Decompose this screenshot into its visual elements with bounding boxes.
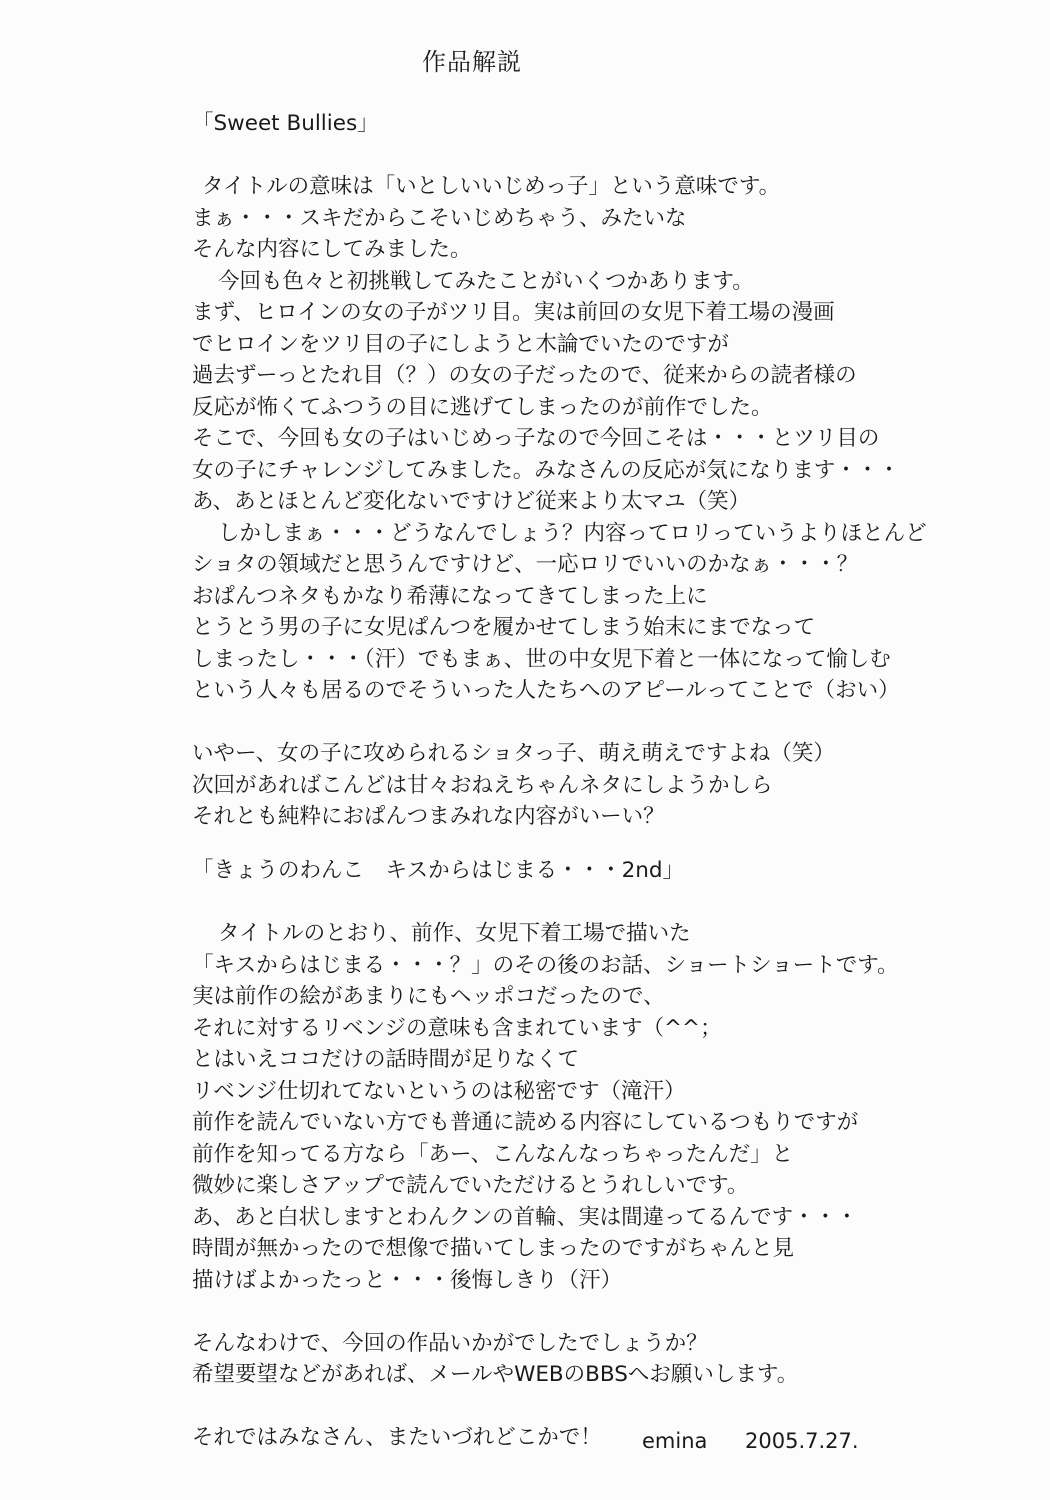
text-line: とうとう男の子に女児ぱんつを履かせてしまう始末にまでなって [192,615,816,640]
text-line: まず、ヒロインの女の子がツリ目。実は前回の女児下着工場の漫画 [192,300,835,325]
signature-date: 2005.7.27. [745,1429,859,1453]
text-line: でヒロインをツリ目の子にしようと木論でいたのですが [192,331,729,357]
text-line: そこで、今回も女の子はいじめっ子なので今回こそは・・・とツリ目の [192,426,880,451]
text-line: 次回があればこんどは甘々おねえちゃんネタにしようかしら [192,772,773,798]
text-line: 微妙に楽しさアップで読んでいただけるとうれしいです。 [192,1173,749,1198]
text-line: 女の子にチャレンジしてみました。みなさんの反応が気になります・・・ [192,457,900,483]
text-line: それとも純粋におぱんつまみれな内容がいーい？ [192,804,665,829]
text-line: 「キスからはじまる・・・？」のその後のお話、ショートショートです。 [192,952,899,978]
text-line: 前作を読んでいない方でも普通に読める内容にしているつもりですが [192,1110,859,1135]
text-line: おぱんつネタもかなり希薄になってきてしまった上に [192,583,708,609]
page-title: 作品解説 [422,48,522,76]
text-line: それに対するリベンジの意味も含まれています（^^； [192,1015,722,1041]
text-line: 時間が無かったので想像で描いてしまったのですがちゃんと見 [192,1236,795,1261]
text-line: 希望要望などがあれば、メールやWEBのBBSへお願いします。 [192,1362,799,1387]
text-line: リベンジ仕切れてないというのは秘密です（滝汗） [192,1078,686,1104]
section-heading: 「きょうのわんこ キスからはじまる・・・2nd」 [192,858,685,883]
text-line: まぁ・・・スキだからこそいじめちゃう、みたいな [192,205,687,231]
section-sweet-bullies [192,108,927,833]
text-line: 反応が怖くてふつうの目に逃げてしまったのが前作でした。 [192,394,773,420]
text-line: しまったし・・・（汗）でもまぁ、世の中女児下着と一体になって愉しむ [192,646,891,672]
section-kyou-no-wanko [192,855,899,1454]
text-line: という人々も居るのでそういった人たちへのアピールってことで（おい） [192,678,900,703]
text-line: ショタの領域だと思うんですけど、一応ロリでいいのかなぁ・・・？ [192,552,859,577]
text-line: あ、あと白状しますとわんクンの首輪、実は間違ってるんです・・・ [192,1204,858,1230]
text-line: タイトルのとおり、前作、女児下着工場で描いた [218,921,691,946]
text-line: それではみなさん、またいづれどこかで！ [192,1425,602,1450]
text-line: そんな内容にしてみました。 [192,237,472,262]
text-line: 実は前作の絵があまりにもヘッポコだったので、 [192,984,665,1009]
text-line: 前作を知ってる方なら「あー、こんなんなっちゃったんだ」と [192,1141,794,1167]
text-line: いやー、女の子に攻められるショタっ子、萌え萌えですよね（笑） [192,741,835,766]
text-line: とはいえココだけの話時間が足りなくて [192,1047,580,1072]
section-heading: 「Sweet Bullies」 [192,111,379,136]
text-line: 過去ずーっとたれ目（？）の女の子だったので、従来からの読者様の [192,363,857,388]
text-line: あ、あとほとんど変化ないですけど従来より太マユ（笑） [192,489,751,514]
signature-author: emina [642,1429,708,1453]
text-line: 描けばよかったっと・・・後悔しきり（汗） [192,1267,623,1293]
text-line: そんなわけで、今回の作品いかがでしたでしょうか？ [192,1330,708,1356]
text-line: タイトルの意味は「いとしいいじめっ子」という意味です。 [202,174,781,199]
text-line: 今回も色々と初挑戦してみたことがいくつかあります。 [218,268,754,294]
text-line: しかしまぁ・・・どうなんでしょう？内容ってロリっていうよりほとんど [218,520,927,546]
